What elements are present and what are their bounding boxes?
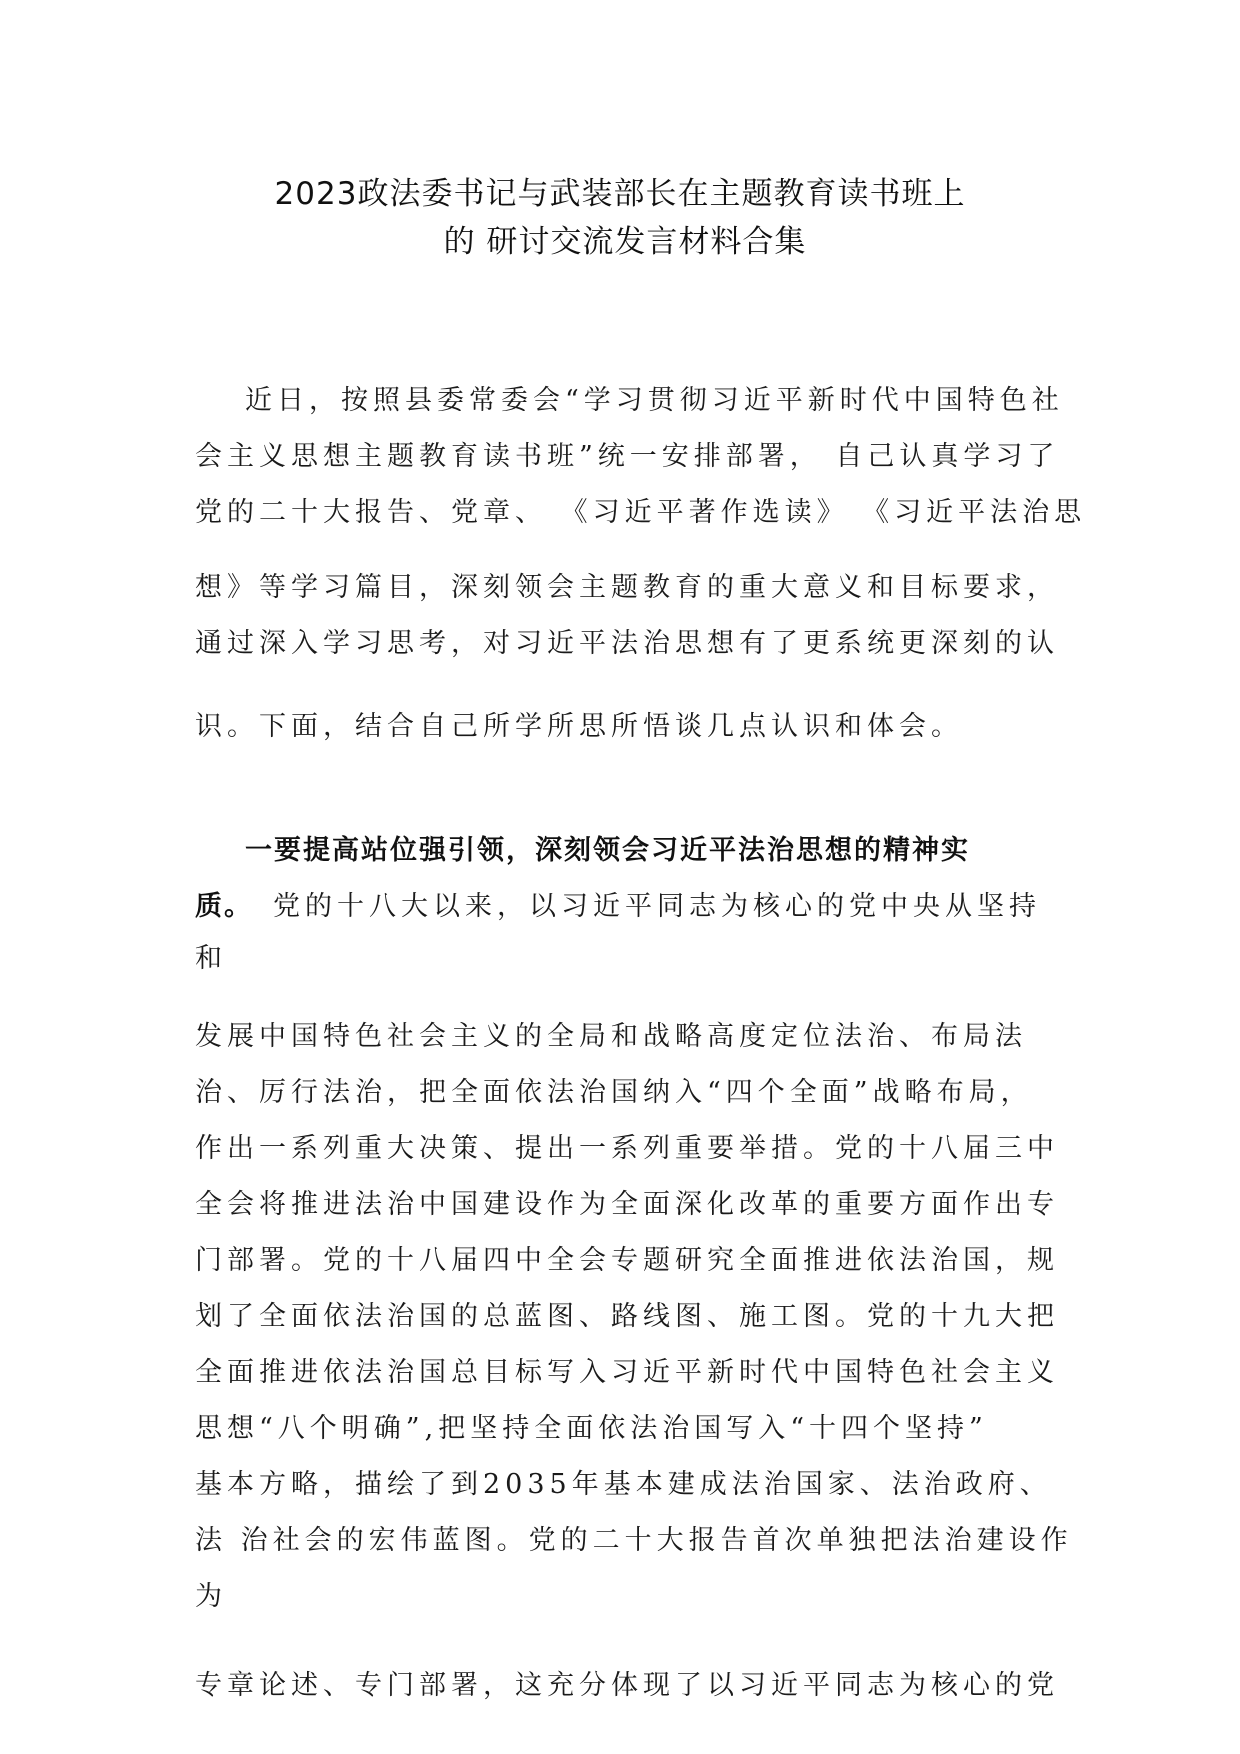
section-1-line: 思想“八个明确”,把坚持全面依法治国写入“十四个坚持” [195, 1413, 988, 1444]
section-1-line: 发展中国特色社会主义的全局和战略高度定位法治、布局法 [195, 1021, 1027, 1052]
paragraph-1-line: 会主义思想主题教育读书班”统一安排部署， 自己认真学习了 [195, 441, 1060, 472]
section-1-line: 专章论述、专门部署，这充分体现了以习近平同志为核心的党 [195, 1670, 1059, 1701]
section-1-line: 和 [195, 943, 227, 974]
paragraph-1-line: 想》等学习篇目，深刻领会主题教育的重大意义和目标要求， [195, 572, 1059, 603]
section-1-line: 作出一系列重大决策、提出一系列重要举措。党的十八届三中 [195, 1133, 1059, 1164]
paragraph-1-line: 识。下面，结合自己所学所思所悟谈几点认识和体会。 [195, 711, 963, 742]
paragraph-1-line: 通过深入学习思考，对习近平法治思想有了更系统更深刻的认 [195, 628, 1059, 659]
section-1-line: 划了全面依法治国的总蓝图、路线图、施工图。党的十九大把 [195, 1301, 1059, 1332]
paragraph-1-line: 党的二十大报告、党章、 《习近平著作选读》 《习近平法治思 [195, 497, 1087, 528]
section-1-heading: 一要提高站位强引领，深刻领会习近平法治思想的精神实 [245, 835, 970, 866]
section-1-body-start: 党的十八大以来，以习近平同志为核心的党中央从坚持 [273, 891, 1041, 922]
section-1-heading-continuation [195, 884, 1041, 923]
section-1-line: 全会将推进法治中国建设作为全面深化改革的重要方面作出专 [195, 1189, 1059, 1220]
paragraph-1-line: 近日，按照县委常委会“学习贯彻习近平新时代中国特色社 [245, 385, 1064, 416]
section-1-heading-end: 质。 [195, 891, 253, 922]
section-1-line: 基本方略，描绘了到2035年基本建成法治国家、法治政府、 [195, 1469, 1052, 1500]
section-1-line: 全面推进依法治国总目标写入习近平新时代中国特色社会主义 [195, 1357, 1059, 1388]
document-title-line-2: 的 研讨交流发言材料合集 [443, 224, 807, 260]
section-1-line: 门部署。党的十八届四中全会专题研究全面推进依法治国，规 [195, 1245, 1059, 1276]
section-1-line: 治、厉行法治，把全面依法治国纳入“四个全面”战略布局， [195, 1077, 1033, 1108]
section-1-line: 为 [195, 1581, 227, 1612]
section-1-line: 法 治社会的宏伟蓝图。党的二十大报告首次单独把法治建设作 [195, 1525, 1073, 1556]
document-title-line-1: 2023政法委书记与武装部长在主题教育读书班上 [274, 176, 966, 212]
